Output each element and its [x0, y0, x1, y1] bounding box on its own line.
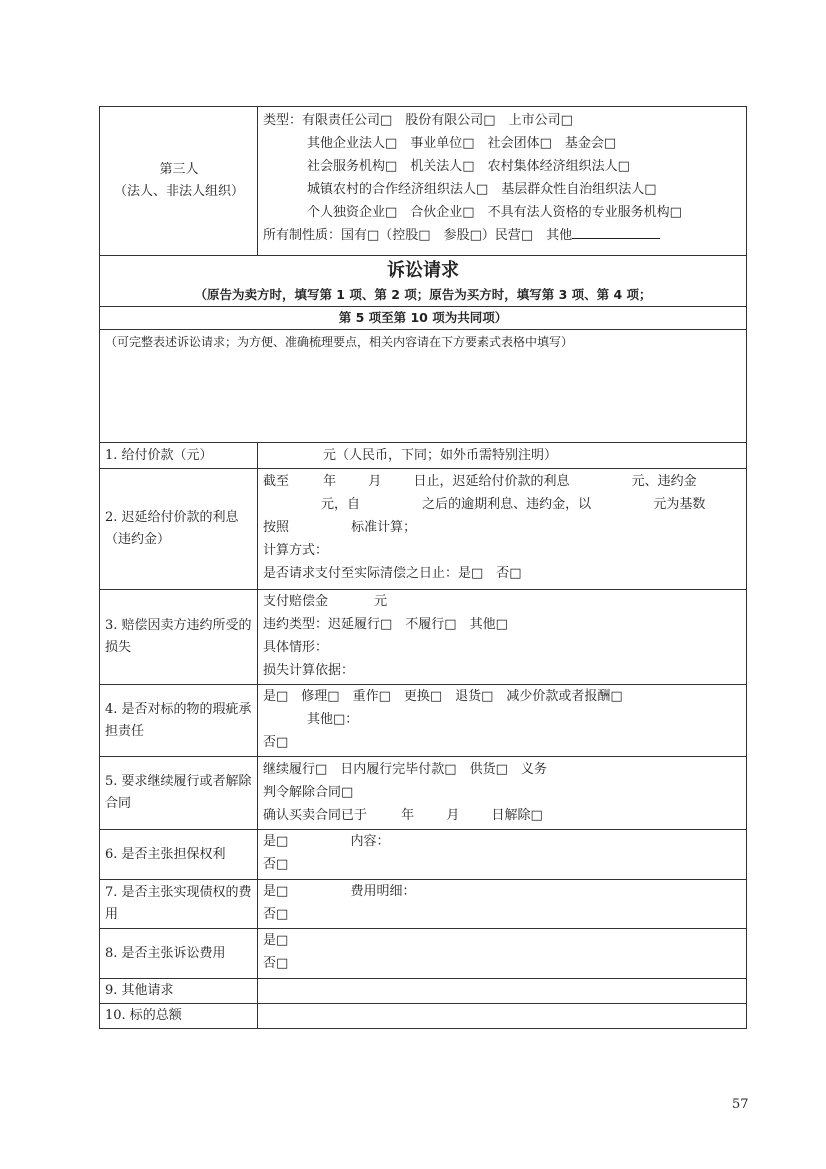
item-4-row — [100, 684, 746, 756]
t: 标准计算； — [351, 520, 417, 535]
type-line-2: 其他企业法人□ 事业单位□ 社会团体□ 基金会□ — [307, 136, 617, 151]
claims-instruction-1: （原告为卖方时，填写第 1 项、第 2 项；原告为买方时，填写第 3 项、第 4 项； — [194, 287, 652, 302]
t: 元 — [374, 594, 388, 609]
item-2-line-2 — [263, 493, 742, 516]
item-6-row — [100, 829, 746, 879]
item-3-row — [100, 589, 746, 684]
third-party-sublabel: （法人、非法人组织） — [113, 184, 244, 199]
t: 元，自 — [321, 497, 361, 512]
t: 是□ — [263, 884, 289, 899]
item-2-content[interactable] — [258, 469, 746, 589]
claims-note[interactable]: （可完整表述诉讼请求；为方便、准确梳理要点，相关内容请在下方要素式表格中填写） — [105, 335, 574, 349]
item-5-line-1: 继续履行□ 日内履行完毕付款□ 供货□ 义务 — [263, 762, 547, 777]
t: 年 — [401, 808, 415, 823]
item-2-line-4: 计算方式： — [263, 543, 329, 558]
item-4-line-2: 其他□： — [307, 712, 359, 727]
claims-free-text-row — [100, 329, 746, 442]
claims-form-table — [99, 106, 747, 1029]
t: 日止，迟延给付价款的利息 — [413, 474, 570, 489]
t: 元为基数 — [653, 497, 706, 512]
item-1-content[interactable] — [258, 443, 746, 468]
item-9-content[interactable] — [258, 979, 746, 1003]
third-party-label-cell — [100, 107, 258, 255]
item-5-content[interactable] — [258, 757, 746, 829]
item-8-row — [100, 928, 746, 978]
page-number: 57 — [732, 1097, 749, 1112]
item-1-text: 元（人民币，下同；如外币需特别注明） — [323, 448, 558, 463]
item-9-row — [100, 978, 746, 1003]
t: 元、违约金 — [631, 474, 697, 489]
type-line-5: 个人独资企业□ 合伙企业□ 不具有法人资格的专业服务机构□ — [307, 205, 682, 220]
t: 月 — [368, 474, 382, 489]
item-7-row — [100, 879, 746, 928]
type-line-4: 城镇农村的合作经济组织法人□ 基层群众性自治组织法人□ — [307, 182, 657, 197]
t: 确认买卖合同已于 — [263, 808, 368, 823]
item-10-label: 10. 标的总额 — [100, 1004, 258, 1028]
item-6-content[interactable] — [258, 830, 746, 879]
t: 月 — [446, 808, 460, 823]
t: 是□ — [263, 834, 289, 849]
item-2-row — [100, 468, 746, 589]
type-line-1: 类型：有限责任公司□ 股份有限公司□ 上市公司□ — [263, 113, 573, 128]
item-2-line-3 — [263, 516, 742, 539]
type-line-3: 社会服务机构□ 机关法人□ 农村集体经济组织法人□ — [307, 159, 630, 174]
item-7-line-2: 否□ — [263, 907, 289, 922]
item-2-label: 2. 迟延给付价款的利息（违约金） — [100, 469, 258, 589]
ownership-line — [263, 224, 742, 247]
item-10-content[interactable] — [258, 1004, 746, 1028]
t: 内容： — [350, 834, 390, 849]
item-6-label: 6. 是否主张担保权利 — [100, 830, 258, 879]
item-3-line-4: 损失计算依据： — [263, 663, 355, 678]
third-party-type-cell — [258, 107, 746, 255]
item-4-line-3: 否□ — [263, 735, 289, 750]
item-7-content[interactable] — [258, 880, 746, 928]
claims-title: 诉讼请求 — [387, 260, 459, 281]
item-7-label: 7. 是否主张实现债权的费用 — [100, 880, 258, 928]
item-2-line-5: 是否请求支付至实际清偿之日止：是□ 否□ — [263, 566, 522, 581]
t: 支付赔偿金 — [263, 594, 329, 609]
item-5-row — [100, 756, 746, 829]
t: 按照 — [263, 520, 290, 535]
item-3-line-1 — [263, 590, 742, 613]
t: 之后的逾期利息、违约金，以 — [422, 497, 592, 512]
item-8-content[interactable] — [258, 929, 746, 978]
item-3-label: 3. 赔偿因卖方违约所受的损失 — [100, 590, 258, 684]
t: 年 — [323, 474, 337, 489]
item-6-line-2: 否□ — [263, 857, 289, 872]
other-blank[interactable] — [572, 224, 660, 239]
item-1-row — [100, 442, 746, 468]
t: 截至 — [263, 474, 290, 489]
item-7-line-1 — [263, 880, 742, 903]
item-8-label: 8. 是否主张诉讼费用 — [100, 929, 258, 978]
item-3-line-3: 具体情形： — [263, 640, 329, 655]
item-8-line-2: 否□ — [263, 956, 289, 971]
third-party-row — [100, 107, 746, 255]
t: 费用明细： — [350, 884, 416, 899]
item-4-label: 4. 是否对标的物的瑕疵承担责任 — [100, 685, 258, 756]
item-3-line-2: 违约类型：迟延履行□ 不履行□ 其他□ — [263, 617, 508, 632]
item-2-line-1 — [263, 470, 742, 493]
item-5-line-3 — [263, 804, 742, 827]
item-1-label: 1. 给付价款（元） — [100, 443, 258, 468]
item-6-line-1 — [263, 830, 742, 853]
item-10-row — [100, 1003, 746, 1028]
item-4-content[interactable] — [258, 685, 746, 756]
item-9-label: 9. 其他请求 — [100, 979, 258, 1003]
item-5-label: 5. 要求继续履行或者解除合同 — [100, 757, 258, 829]
item-8-line-1: 是□ — [263, 933, 289, 948]
item-5-line-2: 判令解除合同□ — [263, 785, 354, 800]
t: 日解除□ — [491, 808, 543, 823]
ownership-text: 所有制性质：国有□（控股□ 参股□）民营□ 其他 — [263, 228, 573, 243]
third-party-label: 第三人 — [159, 162, 199, 177]
item-3-content[interactable] — [258, 590, 746, 684]
claims-heading-row — [100, 255, 746, 329]
item-4-line-1: 是□ 修理□ 重作□ 更换□ 退货□ 减少价款或者报酬□ — [263, 689, 623, 704]
claims-instruction-2: 第 5 项至第 10 项为共同项） — [100, 306, 746, 329]
